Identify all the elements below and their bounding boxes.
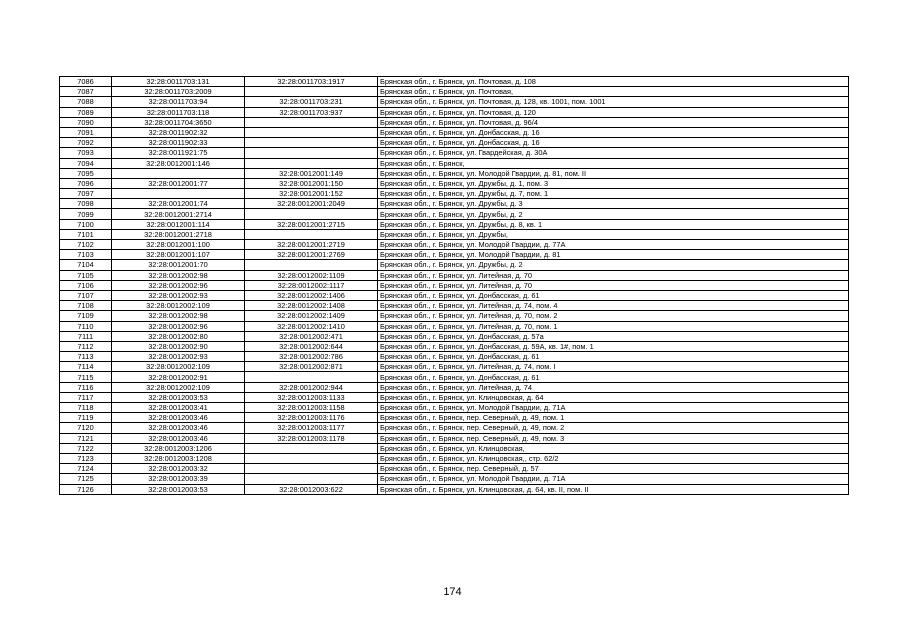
row-number-cell: 7118 <box>60 403 112 413</box>
row-number-cell: 7095 <box>60 168 112 178</box>
object-number-cell: 32:28:0012002:644 <box>245 341 378 351</box>
row-number-cell: 7113 <box>60 352 112 362</box>
address-cell: Брянская обл., г. Брянск, ул. Литейная, д. 74 <box>378 382 849 392</box>
address-cell: Брянская обл., г. Брянск, ул. Донбасская, д. 61 <box>378 290 849 300</box>
table-row <box>60 77 849 87</box>
address-cell: Брянская обл., г. Брянск, ул. Донбасская, д. 57а <box>378 331 849 341</box>
cadastral-number-cell: 32:28:0012003:39 <box>112 474 245 484</box>
row-number-cell: 7103 <box>60 250 112 260</box>
address-cell: Брянская обл., г. Брянск, ул. Донбасская, д. 59А, кв. 1#, пом. 1 <box>378 341 849 351</box>
registry-table <box>59 76 849 495</box>
address-cell: Брянская обл., г. Брянск, ул. Донбасская, д. 61 <box>378 352 849 362</box>
address-cell: Брянская обл., г. Брянск, ул. Дружбы, д. 8, кв. 1 <box>378 219 849 229</box>
object-number-cell <box>245 87 378 97</box>
table-row <box>60 270 849 280</box>
table-row <box>60 209 849 219</box>
row-number-cell: 7114 <box>60 362 112 372</box>
cadastral-number-cell: 32:28:0012001:100 <box>112 240 245 250</box>
object-number-cell: 32:28:0012003:1178 <box>245 433 378 443</box>
object-number-cell: 32:28:0012002:1117 <box>245 280 378 290</box>
cadastral-number-cell: 32:28:0012003:46 <box>112 423 245 433</box>
row-number-cell: 7123 <box>60 453 112 463</box>
cadastral-number-cell: 32:28:0012001:2718 <box>112 229 245 239</box>
table-row <box>60 311 849 321</box>
cadastral-number-cell: 32:28:0012001:74 <box>112 199 245 209</box>
table-row <box>60 321 849 331</box>
object-number-cell <box>245 138 378 148</box>
table-row <box>60 352 849 362</box>
row-number-cell: 7119 <box>60 413 112 423</box>
cadastral-number-cell: 32:28:0012001:114 <box>112 219 245 229</box>
table-row <box>60 199 849 209</box>
cadastral-number-cell: 32:28:0011704:3650 <box>112 117 245 127</box>
table-row <box>60 240 849 250</box>
address-cell: Брянская обл., г. Брянск, ул. Почтовая, д. 96/4 <box>378 117 849 127</box>
row-number-cell: 7117 <box>60 392 112 402</box>
row-number-cell: 7126 <box>60 484 112 494</box>
cadastral-number-cell: 32:28:0012002:90 <box>112 341 245 351</box>
table-row <box>60 423 849 433</box>
address-cell: Брянская обл., г. Брянск, ул. Клинцовская, д. 64, кв. II, пом. II <box>378 484 849 494</box>
object-number-cell: 32:28:0012001:2049 <box>245 199 378 209</box>
address-cell: Брянская обл., г. Брянск, ул. Дружбы, д. 2 <box>378 209 849 219</box>
table-row <box>60 87 849 97</box>
row-number-cell: 7088 <box>60 97 112 107</box>
cadastral-number-cell: 32:28:0012003:41 <box>112 403 245 413</box>
cadastral-number-cell: 32:28:0012002:109 <box>112 362 245 372</box>
address-cell: Брянская обл., г. Брянск, ул. Дружбы, д. 7, пом. 1 <box>378 189 849 199</box>
row-number-cell: 7109 <box>60 311 112 321</box>
row-number-cell: 7110 <box>60 321 112 331</box>
address-cell: Брянская обл., г. Брянск, ул. Литейная, д. 70 <box>378 280 849 290</box>
address-cell: Брянская обл., г. Брянск, ул. Молодой Гвардии, д. 71А <box>378 474 849 484</box>
row-number-cell: 7112 <box>60 341 112 351</box>
object-number-cell <box>245 229 378 239</box>
object-number-cell: 32:28:0012001:2715 <box>245 219 378 229</box>
row-number-cell: 7098 <box>60 199 112 209</box>
cadastral-number-cell: 32:28:0012003:1206 <box>112 443 245 453</box>
address-cell: Брянская обл., г. Брянск, ул. Дружбы, д. 3 <box>378 199 849 209</box>
object-number-cell: 32:28:0012002:944 <box>245 382 378 392</box>
address-cell: Брянская обл., г. Брянск, ул. Донбасская, д. 16 <box>378 127 849 137</box>
object-number-cell: 32:28:0011703:1917 <box>245 77 378 87</box>
address-cell: Брянская обл., г. Брянск, ул. Почтовая, д. 120 <box>378 107 849 117</box>
table-row <box>60 229 849 239</box>
object-number-cell <box>245 443 378 453</box>
cadastral-number-cell: 32:28:0011921:75 <box>112 148 245 158</box>
cadastral-number-cell: 32:28:0012001:77 <box>112 178 245 188</box>
row-number-cell: 7101 <box>60 229 112 239</box>
table-row <box>60 372 849 382</box>
table-row <box>60 433 849 443</box>
cadastral-number-cell: 32:28:0012001:2714 <box>112 209 245 219</box>
object-number-cell: 32:28:0012001:2719 <box>245 240 378 250</box>
address-cell: Брянская обл., г. Брянск, ул. Клинцовская,, стр. 62/2 <box>378 453 849 463</box>
cadastral-number-cell: 32:28:0012002:91 <box>112 372 245 382</box>
table-row <box>60 453 849 463</box>
cadastral-number-cell: 32:28:0012003:53 <box>112 484 245 494</box>
table-row <box>60 341 849 351</box>
address-cell: Брянская обл., г. Брянск, ул. Молодой Гвардии, д. 81 <box>378 250 849 260</box>
table-row <box>60 260 849 270</box>
object-number-cell: 32:28:0012001:149 <box>245 168 378 178</box>
row-number-cell: 7102 <box>60 240 112 250</box>
row-number-cell: 7089 <box>60 107 112 117</box>
address-cell: Брянская обл., г. Брянск, ул. Почтовая, д. 128, кв. 1001, пом. 1001 <box>378 97 849 107</box>
cadastral-number-cell: 32:28:0011703:131 <box>112 77 245 87</box>
row-number-cell: 7091 <box>60 127 112 137</box>
row-number-cell: 7121 <box>60 433 112 443</box>
address-cell: Брянская обл., г. Брянск, пер. Северный, д. 49, пом. 1 <box>378 413 849 423</box>
address-cell: Брянская обл., г. Брянск, ул. Дружбы, д. 2 <box>378 260 849 270</box>
object-number-cell: 32:28:0012002:871 <box>245 362 378 372</box>
object-number-cell <box>245 453 378 463</box>
address-cell: Брянская обл., г. Брянск, ул. Дружбы, <box>378 229 849 239</box>
address-cell: Брянская обл., г. Брянск, ул. Почтовая, д. 108 <box>378 77 849 87</box>
table-row <box>60 413 849 423</box>
cadastral-number-cell: 32:28:0012002:96 <box>112 321 245 331</box>
address-cell: Брянская обл., г. Брянск, ул. Литейная, д. 70 <box>378 270 849 280</box>
cadastral-number-cell: 32:28:0012003:46 <box>112 433 245 443</box>
row-number-cell: 7104 <box>60 260 112 270</box>
address-cell: Брянская обл., г. Брянск, ул. Донбасская, д. 16 <box>378 138 849 148</box>
row-number-cell: 7120 <box>60 423 112 433</box>
object-number-cell: 32:28:0011703:231 <box>245 97 378 107</box>
table-row <box>60 290 849 300</box>
table-row <box>60 382 849 392</box>
row-number-cell: 7106 <box>60 280 112 290</box>
row-number-cell: 7115 <box>60 372 112 382</box>
cadastral-number-cell: 32:28:0012002:109 <box>112 382 245 392</box>
row-number-cell: 7100 <box>60 219 112 229</box>
cadastral-number-cell: 32:28:0012003:32 <box>112 464 245 474</box>
cadastral-number-cell: 32:28:0011902:33 <box>112 138 245 148</box>
table-row <box>60 189 849 199</box>
cadastral-number-cell: 32:28:0012002:98 <box>112 311 245 321</box>
address-cell: Брянская обл., г. Брянск, ул. Клинцовская, д. 64 <box>378 392 849 402</box>
object-number-cell <box>245 464 378 474</box>
row-number-cell: 7090 <box>60 117 112 127</box>
row-number-cell: 7086 <box>60 77 112 87</box>
table-row <box>60 250 849 260</box>
object-number-cell: 32:28:0011703:937 <box>245 107 378 117</box>
row-number-cell: 7116 <box>60 382 112 392</box>
address-cell: Брянская обл., г. Брянск, ул. Дружбы, д. 1, пом. 3 <box>378 178 849 188</box>
table-row <box>60 117 849 127</box>
cadastral-number-cell: 32:28:0011703:2009 <box>112 87 245 97</box>
object-number-cell <box>245 127 378 137</box>
row-number-cell: 7099 <box>60 209 112 219</box>
address-cell: Брянская обл., г. Брянск, ул. Почтовая, <box>378 87 849 97</box>
row-number-cell: 7107 <box>60 290 112 300</box>
table-row <box>60 443 849 453</box>
table-row <box>60 138 849 148</box>
address-cell: Брянская обл., г. Брянск, ул. Литейная, д. 70, пом. 2 <box>378 311 849 321</box>
cadastral-number-cell: 32:28:0012003:53 <box>112 392 245 402</box>
address-cell: Брянская обл., г. Брянск, ул. Литейная, д. 70, пом. 1 <box>378 321 849 331</box>
address-cell: Брянская обл., г. Брянск, пер. Северный, д. 57 <box>378 464 849 474</box>
table-row <box>60 219 849 229</box>
table-row <box>60 392 849 402</box>
object-number-cell: 32:28:0012002:1410 <box>245 321 378 331</box>
cadastral-number-cell: 32:28:0012002:93 <box>112 290 245 300</box>
address-cell: Брянская обл., г. Брянск, пер. Северный, д. 49, пом. 2 <box>378 423 849 433</box>
cadastral-number-cell: 32:28:0012001:107 <box>112 250 245 260</box>
page-number: 174 <box>443 586 462 598</box>
row-number-cell: 7092 <box>60 138 112 148</box>
table-row <box>60 127 849 137</box>
address-cell: Брянская обл., г. Брянск, ул. Литейная, д. 74, пом. 4 <box>378 301 849 311</box>
address-cell: Брянская обл., г. Брянск, ул. Литейная, д. 74, пом. I <box>378 362 849 372</box>
row-number-cell: 7093 <box>60 148 112 158</box>
object-number-cell: 32:28:0012001:152 <box>245 189 378 199</box>
cadastral-number-cell: 32:28:0012001:70 <box>112 260 245 270</box>
row-number-cell: 7125 <box>60 474 112 484</box>
address-cell: Брянская обл., г. Брянск, ул. Молодой Гвардии, д. 81, пом. II <box>378 168 849 178</box>
cadastral-number-cell: 32:28:0012002:93 <box>112 352 245 362</box>
address-cell: Брянская обл., г. Брянск, <box>378 158 849 168</box>
object-number-cell: 32:28:0012001:2769 <box>245 250 378 260</box>
cadastral-number-cell: 32:28:0012003:1208 <box>112 453 245 463</box>
object-number-cell: 32:28:0012002:1109 <box>245 270 378 280</box>
object-number-cell: 32:28:0012002:1408 <box>245 301 378 311</box>
object-number-cell: 32:28:0012002:1406 <box>245 290 378 300</box>
object-number-cell <box>245 260 378 270</box>
table-row <box>60 158 849 168</box>
object-number-cell: 32:28:0012001:150 <box>245 178 378 188</box>
row-number-cell: 7122 <box>60 443 112 453</box>
object-number-cell: 32:28:0012002:471 <box>245 331 378 341</box>
object-number-cell: 32:28:0012003:1158 <box>245 403 378 413</box>
row-number-cell: 7087 <box>60 87 112 97</box>
table-row <box>60 484 849 494</box>
row-number-cell: 7124 <box>60 464 112 474</box>
cadastral-number-cell: 32:28:0012002:109 <box>112 301 245 311</box>
object-number-cell: 32:28:0012003:622 <box>245 484 378 494</box>
table-row <box>60 280 849 290</box>
object-number-cell <box>245 209 378 219</box>
object-number-cell: 32:28:0012002:786 <box>245 352 378 362</box>
address-cell: Брянская обл., г. Брянск, пер. Северный, д. 49, пом. 3 <box>378 433 849 443</box>
object-number-cell <box>245 117 378 127</box>
cadastral-number-cell: 32:28:0012002:96 <box>112 280 245 290</box>
table-row <box>60 178 849 188</box>
row-number-cell: 7097 <box>60 189 112 199</box>
address-cell: Брянская обл., г. Брянск, ул. Молодой Гвардии, д. 77А <box>378 240 849 250</box>
cadastral-number-cell: 32:28:0012002:98 <box>112 270 245 280</box>
registry-table-body <box>60 77 849 495</box>
cadastral-number-cell: 32:28:0012002:80 <box>112 331 245 341</box>
address-cell: Брянская обл., г. Брянск, ул. Донбасская, д. 61 <box>378 372 849 382</box>
object-number-cell <box>245 372 378 382</box>
row-number-cell: 7094 <box>60 158 112 168</box>
object-number-cell <box>245 474 378 484</box>
address-cell: Брянская обл., г. Брянск, ул. Молодой Гвардии, д. 71А <box>378 403 849 413</box>
cadastral-number-cell <box>112 168 245 178</box>
table-row <box>60 464 849 474</box>
row-number-cell: 7096 <box>60 178 112 188</box>
table-row <box>60 403 849 413</box>
object-number-cell: 32:28:0012003:1176 <box>245 413 378 423</box>
table-row <box>60 474 849 484</box>
object-number-cell <box>245 148 378 158</box>
address-cell: Брянская обл., г. Брянск, ул. Гвардейская, д. 30А <box>378 148 849 158</box>
table-row <box>60 168 849 178</box>
cadastral-number-cell <box>112 189 245 199</box>
object-number-cell: 32:28:0012003:1177 <box>245 423 378 433</box>
row-number-cell: 7108 <box>60 301 112 311</box>
object-number-cell: 32:28:0012003:1133 <box>245 392 378 402</box>
table-row <box>60 97 849 107</box>
object-number-cell: 32:28:0012002:1409 <box>245 311 378 321</box>
cadastral-number-cell: 32:28:0012003:46 <box>112 413 245 423</box>
cadastral-number-cell: 32:28:0012001:146 <box>112 158 245 168</box>
row-number-cell: 7105 <box>60 270 112 280</box>
cadastral-number-cell: 32:28:0011703:118 <box>112 107 245 117</box>
table-row <box>60 107 849 117</box>
table-row <box>60 362 849 372</box>
address-cell: Брянская обл., г. Брянск, ул. Клинцовская, <box>378 443 849 453</box>
cadastral-number-cell: 32:28:0011902:32 <box>112 127 245 137</box>
cadastral-number-cell: 32:28:0011703:94 <box>112 97 245 107</box>
table-row <box>60 148 849 158</box>
table-row <box>60 301 849 311</box>
object-number-cell <box>245 158 378 168</box>
row-number-cell: 7111 <box>60 331 112 341</box>
table-row <box>60 331 849 341</box>
